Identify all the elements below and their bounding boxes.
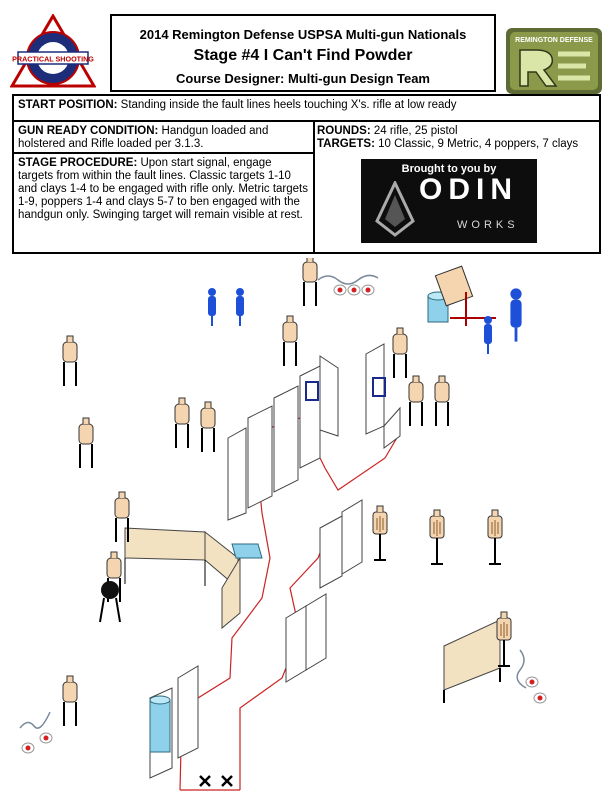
remington-logo-text: REMINGTON DEFENSE xyxy=(515,37,593,44)
uspsa-logo-text: PRACTICAL SHOOTING xyxy=(12,54,94,64)
rounds-text: 24 rifle, 25 pistol xyxy=(370,125,458,137)
remington-logo xyxy=(506,28,602,94)
left-wall xyxy=(125,528,240,628)
poppers xyxy=(208,288,522,354)
stage-diagram xyxy=(0,258,607,798)
title-box xyxy=(110,14,496,92)
sponsor-banner xyxy=(361,159,537,243)
left-column xyxy=(14,122,315,252)
steel-plate xyxy=(100,581,120,622)
targets-label: TARGETS: xyxy=(317,138,375,150)
barrel-left xyxy=(150,696,170,752)
stage-info xyxy=(12,94,601,254)
procedure-text: Upon start signal, engage targets from within the fault lines. Classic targets 1-10 and clays 1-4 to be engaged with rifle only. Metric targets 1-9, poppers 1-4 and clays 5-7 to ben engaged with the handgun only. Swinging target will remain visible at rest. xyxy=(18,157,308,221)
big-popper-icon xyxy=(510,288,521,341)
stage-title: Stage #4 I Can't Find Powder xyxy=(193,47,413,64)
start-x-marks xyxy=(200,776,232,786)
course-designer: Course Designer: Multi-gun Design Team xyxy=(175,71,430,86)
header xyxy=(10,10,595,94)
procedure-label: STAGE PROCEDURE: xyxy=(18,157,138,169)
sponsor-by: Brought to you by xyxy=(401,163,497,175)
uspsa-logo xyxy=(10,14,96,94)
gun-ready-text: Handgun loaded and holstered and Rifle loaded per 3.1.3. xyxy=(18,125,269,150)
start-position xyxy=(14,96,599,122)
gun-ready-condition xyxy=(14,122,313,154)
left-barrel xyxy=(232,544,262,558)
odin-emblem-icon xyxy=(373,181,417,237)
gun-ready-label: GUN READY CONDITION: xyxy=(18,125,159,137)
start-position-text: Standing inside the fault lines heels touching X's. rifle at low ready xyxy=(117,99,457,111)
sponsor-name: ODIN xyxy=(419,173,518,206)
sponsor-sub: WORKS xyxy=(457,219,519,231)
targets xyxy=(317,138,595,151)
rounds xyxy=(317,125,595,138)
targets-text: 10 Classic, 9 Metric, 4 poppers, 7 clays xyxy=(374,138,579,150)
right-wall xyxy=(444,620,500,703)
stage-procedure xyxy=(14,154,313,252)
match-title: 2014 Remington Defense USPSA Multi-gun Nationals xyxy=(139,27,467,42)
right-column xyxy=(313,122,599,252)
start-position-label: START POSITION: xyxy=(18,99,118,111)
rounds-label: ROUNDS: xyxy=(317,125,371,137)
